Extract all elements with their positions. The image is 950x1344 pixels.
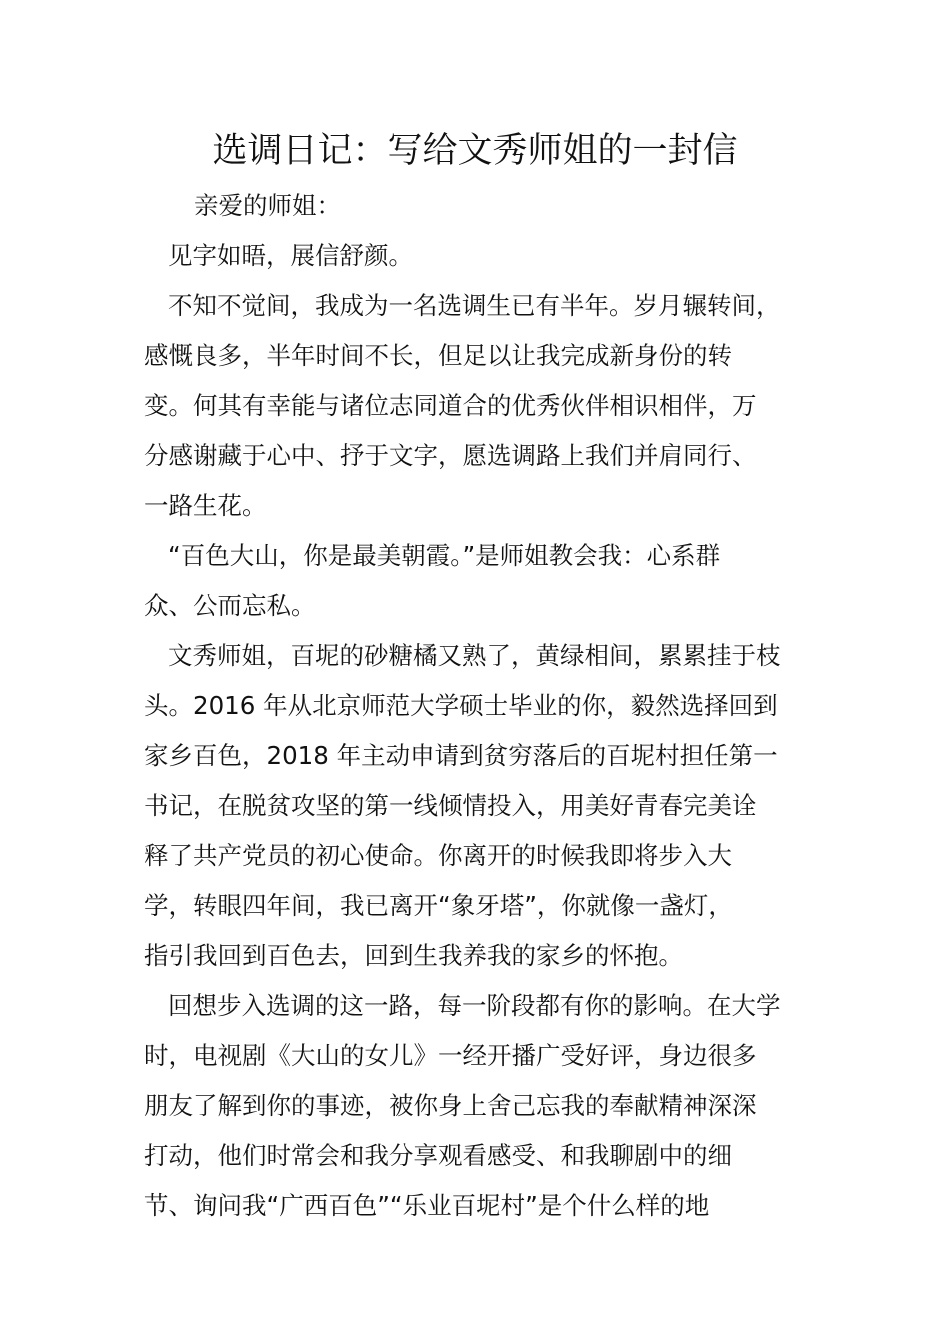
paragraph-line: 学，转眼四年间，我已离开“象牙塔”，你就像一盏灯， — [144, 891, 733, 920]
paragraph-line: 时，电视剧《大山的女儿》一经开播广受好评，身边很多 — [144, 1041, 757, 1070]
paragraph-line: 释了共产党员的初心使命。你离开的时候我即将步入大 — [144, 841, 732, 870]
paragraph-line: 不知不觉间，我成为一名选调生已有半年。岁月辗转间， — [168, 291, 781, 320]
paragraph-line: 回想步入选调的这一路，每一阶段都有你的影响。在大学 — [168, 991, 781, 1020]
paragraph-line: 头。2016 年从北京师范大学硕士毕业的你，毅然选择回到 — [144, 691, 778, 720]
salutation-line: 亲爱的师姐： — [194, 191, 341, 220]
paragraph-line: 节、询问我“广西百色”“乐业百坭村”是个什么样的地 — [144, 1191, 710, 1220]
paragraph-line: 家乡百色，2018 年主动申请到贫穷落后的百坭村担任第一 — [144, 741, 778, 770]
paragraph-line: 见字如晤，展信舒颜。 — [168, 241, 413, 270]
paragraph-line: 一路生花。 — [144, 491, 267, 520]
paragraph-line: 文秀师姐，百坭的砂糖橘又熟了，黄绿相间，累累挂于枝 — [168, 641, 781, 670]
paragraph-line: 朋友了解到你的事迹，被你身上舍己忘我的奉献精神深深 — [144, 1091, 757, 1120]
paragraph-line: “百色大山，你是最美朝霞。”是师姐教会我：心系群 — [168, 541, 721, 570]
document-title: 选调日记：写给文秀师姐的一封信 — [212, 131, 738, 171]
paragraph-line: 指引我回到百色去，回到生我养我的家乡的怀抱。 — [144, 941, 683, 970]
paragraph-line: 众、公而忘私。 — [144, 591, 316, 620]
paragraph-line: 变。何其有幸能与诸位志同道合的优秀伙伴相识相伴，万 — [144, 391, 757, 420]
letter-body — [144, 181, 814, 1231]
paragraph-line: 感慨良多，半年时间不长，但足以让我完成新身份的转 — [144, 341, 732, 370]
paragraph-line: 打动，他们时常会和我分享观看感受、和我聊剧中的细 — [144, 1141, 732, 1170]
paragraph-line: 分感谢藏于心中、抒于文字，愿选调路上我们并肩同行、 — [144, 441, 757, 470]
paragraph-line: 书记，在脱贫攻坚的第一线倾情投入，用美好青春完美诠 — [144, 791, 757, 820]
